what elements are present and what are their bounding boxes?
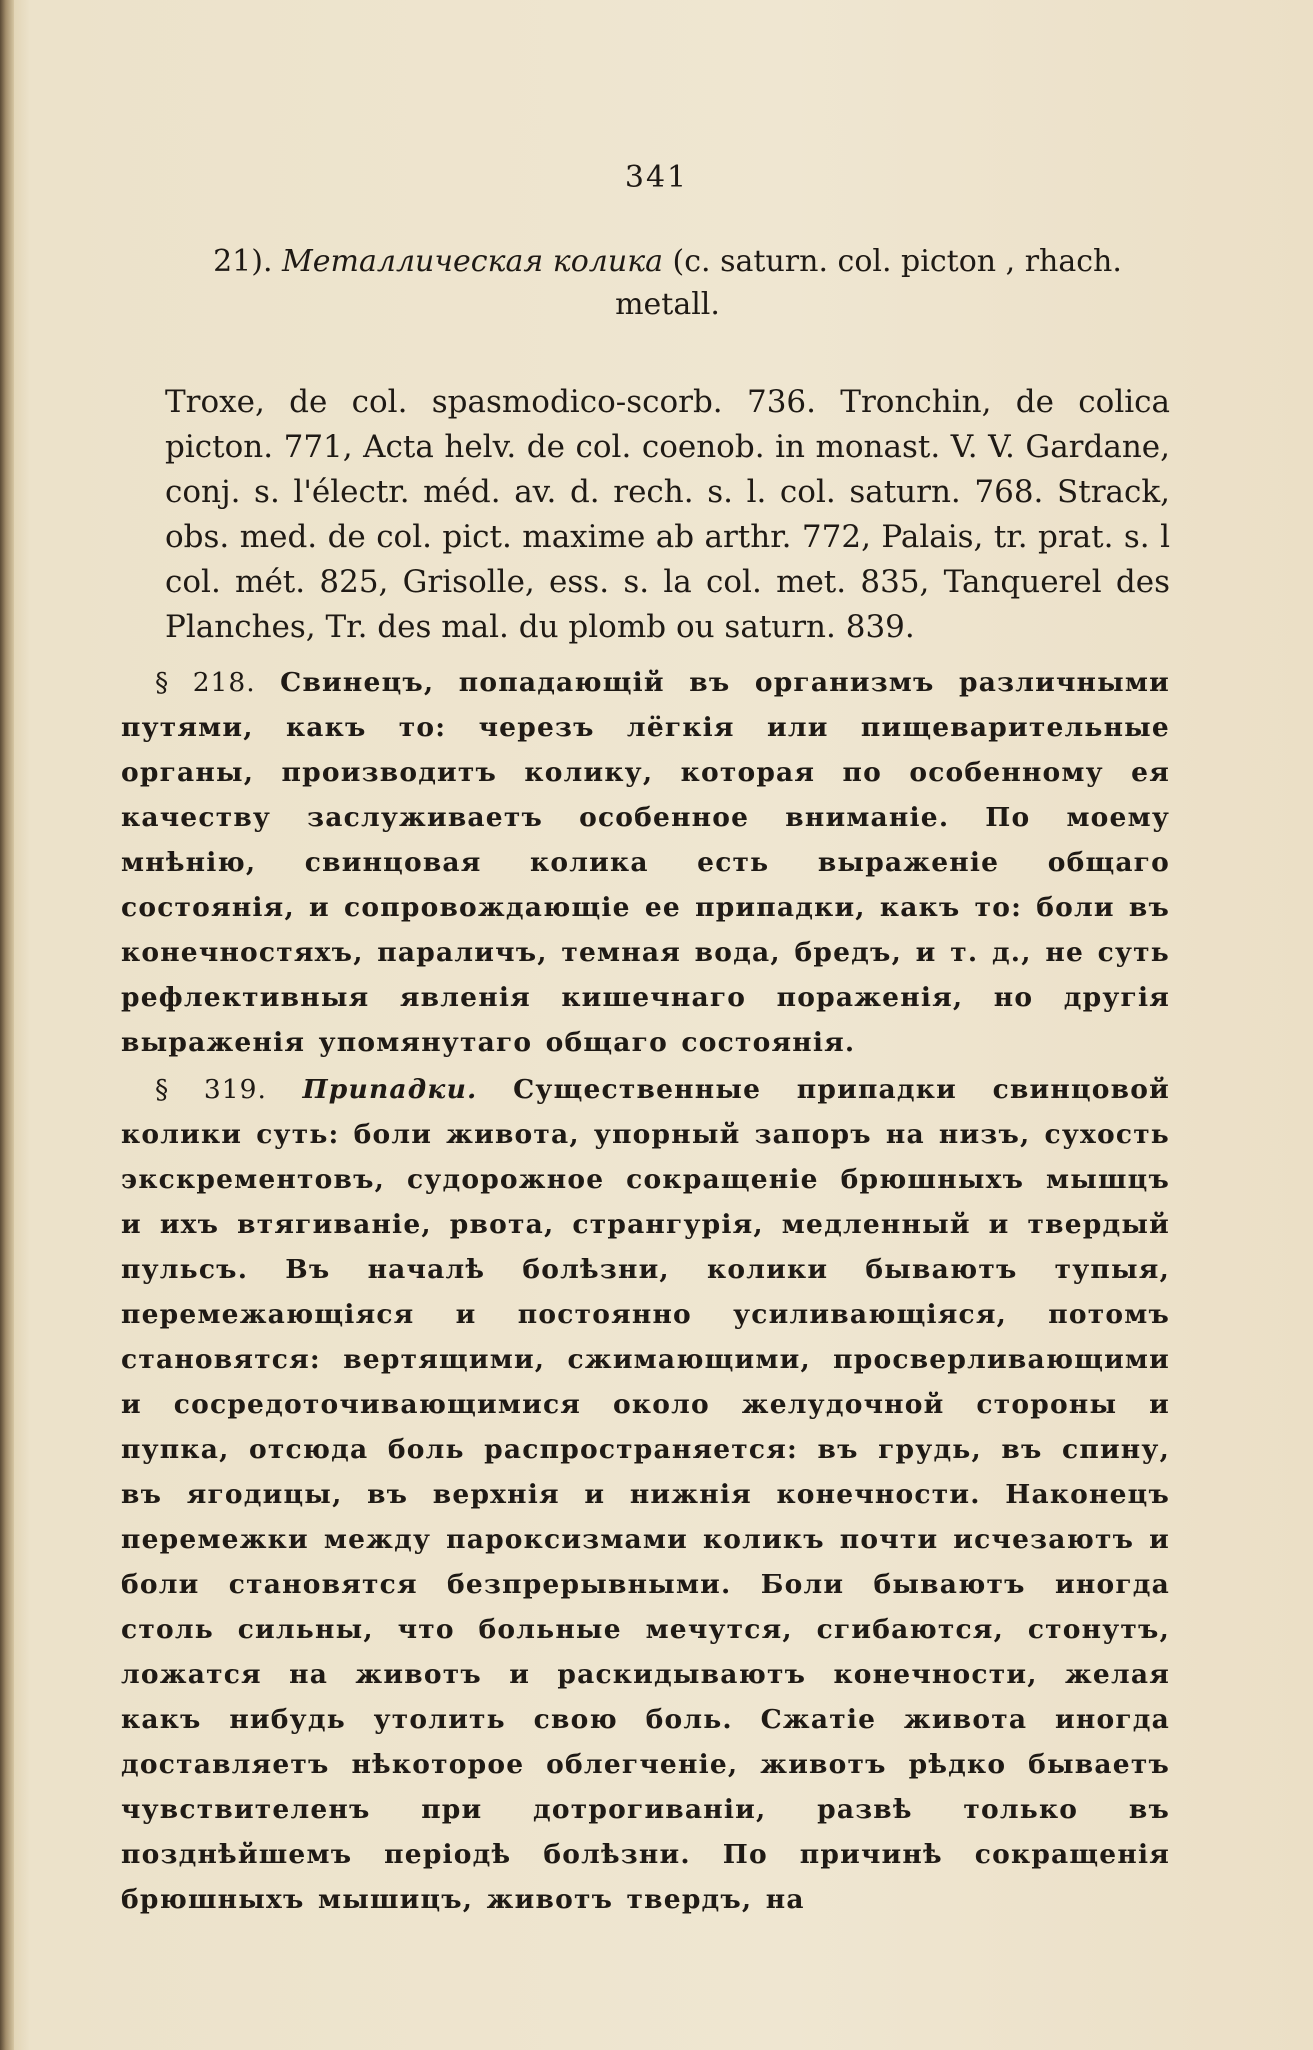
paragraph-text: Свинецъ, попадающій въ организмъ различными путями, какъ то: черезъ лёгкія или пищеварительные органы, производитъ колику, которая по особенному ея качеству заслуживаетъ особенное вниманіе. По моему мнѣнію, свинцовая колика есть выраженіе общаго состоянія, и сопровождающіе ее припадки, какъ то: боли въ конечностяхъ, параличъ, темная вода, бредъ, и т. д., не суть рефлективныя явленія кишечнаго пораженія, но другія выраженія упомянутаго общаго состоянія. [121, 667, 1170, 1058]
paragraph-218 [121, 660, 1170, 1065]
paragraph-number: § 319. [155, 1074, 267, 1105]
bibliography-references: Troxe, de col. spasmodico-scorb. 736. Tronchin, de colica picton. 771, Acta helv. de col. coenob. in monast. V. V. Gardane, conj. s. l'électr. méd. av. d. rech. s. l. col. saturn. 768. Strack, obs. med. de col. pict. maxime ab arthr. 772, Palais, tr. prat. s. l col. mét. 825, Grisolle, ess. s. la col. met. 835, Tanquerel des Planches, Tr. des mal. du plomb ou saturn. 839. [165, 384, 1170, 645]
page-number: 341 [624, 160, 689, 195]
paragraph-319 [121, 1067, 1170, 1922]
heading-prefix: 21). [213, 244, 273, 279]
paragraph-text: Существенные припадки свинцовой колики суть: боли живота, упорный запоръ на низъ, сухость экскрементовъ, судорожное сокращеніе брюшныхъ мышцъ и ихъ втягиваніе, рвота, странгурія, медленный и твердый пульсъ. Въ началѣ болѣзни, колики бываютъ тупыя, перемежающіяся и постоянно усиливающіяся, потомъ становятся: вертящими, сжимающими, просверливающими и сосредоточивающимися около желудочной стороны и пупка, отсюда боль распространяется: въ грудь, въ спину, въ ягодицы, въ верхнія и нижнія конечности. Наконецъ перемежки между пароксизмами коликъ почти исчезаютъ и боли становятся безпрерывными. Боли бываютъ иногда столь сильны, что больные мечутся, сгибаются, стонутъ, ложатся на животъ и раскидываютъ конечности, желая какъ нибудь утолить свою боль. Сжатіе живота иногда доставляетъ нѣкоторое облегченіе, животъ рѣдко бываетъ чувствителенъ при дотрогиваніи, развѣ только въ позднѣйшемъ періодѣ болѣзни. По причинѣ сокращенія брюшныхъ мышицъ, животъ твердъ, на [121, 1074, 1170, 1915]
section-heading [165, 240, 1170, 326]
paragraph-number: § 218. [155, 667, 256, 698]
page-gutter [0, 0, 14, 2050]
paragraph-run-head: Припадки. [302, 1074, 478, 1105]
heading-title: Металлическая колика [282, 244, 663, 279]
heading-synonyms: (c. saturn. col. picton , rhach. metall. [615, 244, 1122, 322]
